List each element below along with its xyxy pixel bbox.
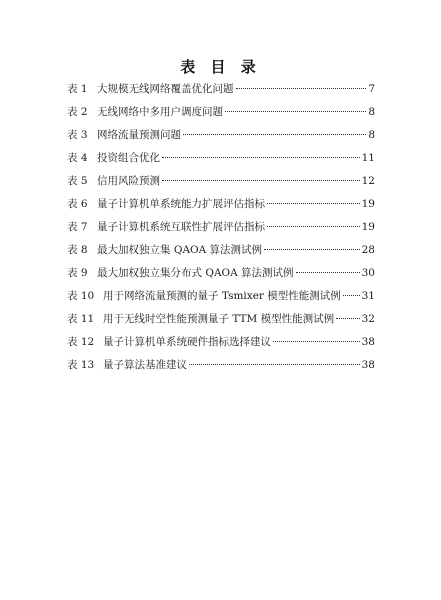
entry-number: 表 1 bbox=[67, 83, 88, 95]
entry-number: 表 3 bbox=[67, 129, 88, 141]
dot-leader bbox=[267, 226, 360, 227]
dot-leader bbox=[162, 157, 360, 158]
toc-entry bbox=[67, 220, 375, 234]
entry-label: 最大加权独立集 QAOA 算法测试例 bbox=[97, 244, 263, 256]
dot-leader bbox=[296, 272, 360, 273]
entry-number: 表 4 bbox=[67, 152, 88, 164]
entry-number: 表 12 bbox=[67, 336, 95, 348]
entry-number: 表 10 bbox=[67, 290, 95, 302]
toc-entry bbox=[67, 128, 375, 142]
dot-leader bbox=[183, 134, 366, 135]
page-title: 表 目 录 bbox=[180, 58, 261, 76]
dot-leader bbox=[336, 318, 359, 319]
entry-label: 量子计算机单系统硬件指标选择建议 bbox=[103, 336, 271, 348]
toc-entry bbox=[67, 335, 375, 349]
dot-leader bbox=[236, 88, 367, 89]
dot-leader bbox=[189, 364, 360, 365]
entry-page: 19 bbox=[361, 198, 375, 210]
entry-label: 网络流量预测问题 bbox=[97, 129, 181, 141]
entry-number: 表 2 bbox=[67, 106, 88, 118]
entry-label: 量子算法基准建议 bbox=[103, 359, 187, 371]
entry-page: 30 bbox=[361, 267, 375, 279]
dot-leader bbox=[343, 295, 360, 296]
entry-page: 8 bbox=[368, 106, 375, 118]
toc-entry bbox=[67, 358, 375, 372]
entry-page: 31 bbox=[361, 290, 375, 302]
entry-label: 无线网络中多用户调度问题 bbox=[97, 106, 223, 118]
entry-page: 11 bbox=[361, 152, 375, 164]
dot-leader bbox=[225, 111, 366, 112]
entry-label: 信用风险预测 bbox=[97, 175, 160, 187]
toc-entry bbox=[67, 105, 375, 119]
dot-leader bbox=[162, 180, 360, 181]
entry-label: 量子计算机系统互联性扩展评估指标 bbox=[97, 221, 265, 233]
entry-number: 表 11 bbox=[67, 313, 95, 325]
entry-page: 38 bbox=[361, 359, 375, 371]
entry-label: 最大加权独立集分布式 QAOA 算法测试例 bbox=[97, 267, 294, 279]
entry-label: 用于无线时空性能预测量子 TTM 模型性能测试例 bbox=[103, 313, 335, 325]
entry-number: 表 13 bbox=[67, 359, 95, 371]
entry-number: 表 6 bbox=[67, 198, 88, 210]
toc-entry bbox=[67, 289, 375, 303]
toc-entry bbox=[67, 174, 375, 188]
entry-page: 38 bbox=[361, 336, 375, 348]
dot-leader bbox=[273, 341, 360, 342]
entry-label: 大规模无线网络覆盖优化问题 bbox=[97, 83, 234, 95]
entry-label: 量子计算机单系统能力扩展评估指标 bbox=[97, 198, 265, 210]
entry-number: 表 8 bbox=[67, 244, 88, 256]
entry-page: 8 bbox=[368, 129, 375, 141]
toc-entry bbox=[67, 82, 375, 96]
entry-page: 7 bbox=[368, 83, 375, 95]
entry-label: 投资组合优化 bbox=[97, 152, 160, 164]
entry-page: 19 bbox=[361, 221, 375, 233]
toc-entry bbox=[67, 151, 375, 165]
toc-entry bbox=[67, 197, 375, 211]
dot-leader bbox=[267, 203, 360, 204]
entry-number: 表 9 bbox=[67, 267, 88, 279]
toc-entry bbox=[67, 243, 375, 257]
toc-entry bbox=[67, 266, 375, 280]
entry-page: 28 bbox=[361, 244, 375, 256]
dot-leader bbox=[264, 249, 360, 250]
entry-number: 表 5 bbox=[67, 175, 88, 187]
entry-page: 12 bbox=[361, 175, 375, 187]
toc-entry bbox=[67, 312, 375, 326]
entry-page: 32 bbox=[361, 313, 375, 325]
entry-label: 用于网络流量预测的量子 Tsmixer 模型性能测试例 bbox=[103, 290, 341, 302]
entry-number: 表 7 bbox=[67, 221, 88, 233]
